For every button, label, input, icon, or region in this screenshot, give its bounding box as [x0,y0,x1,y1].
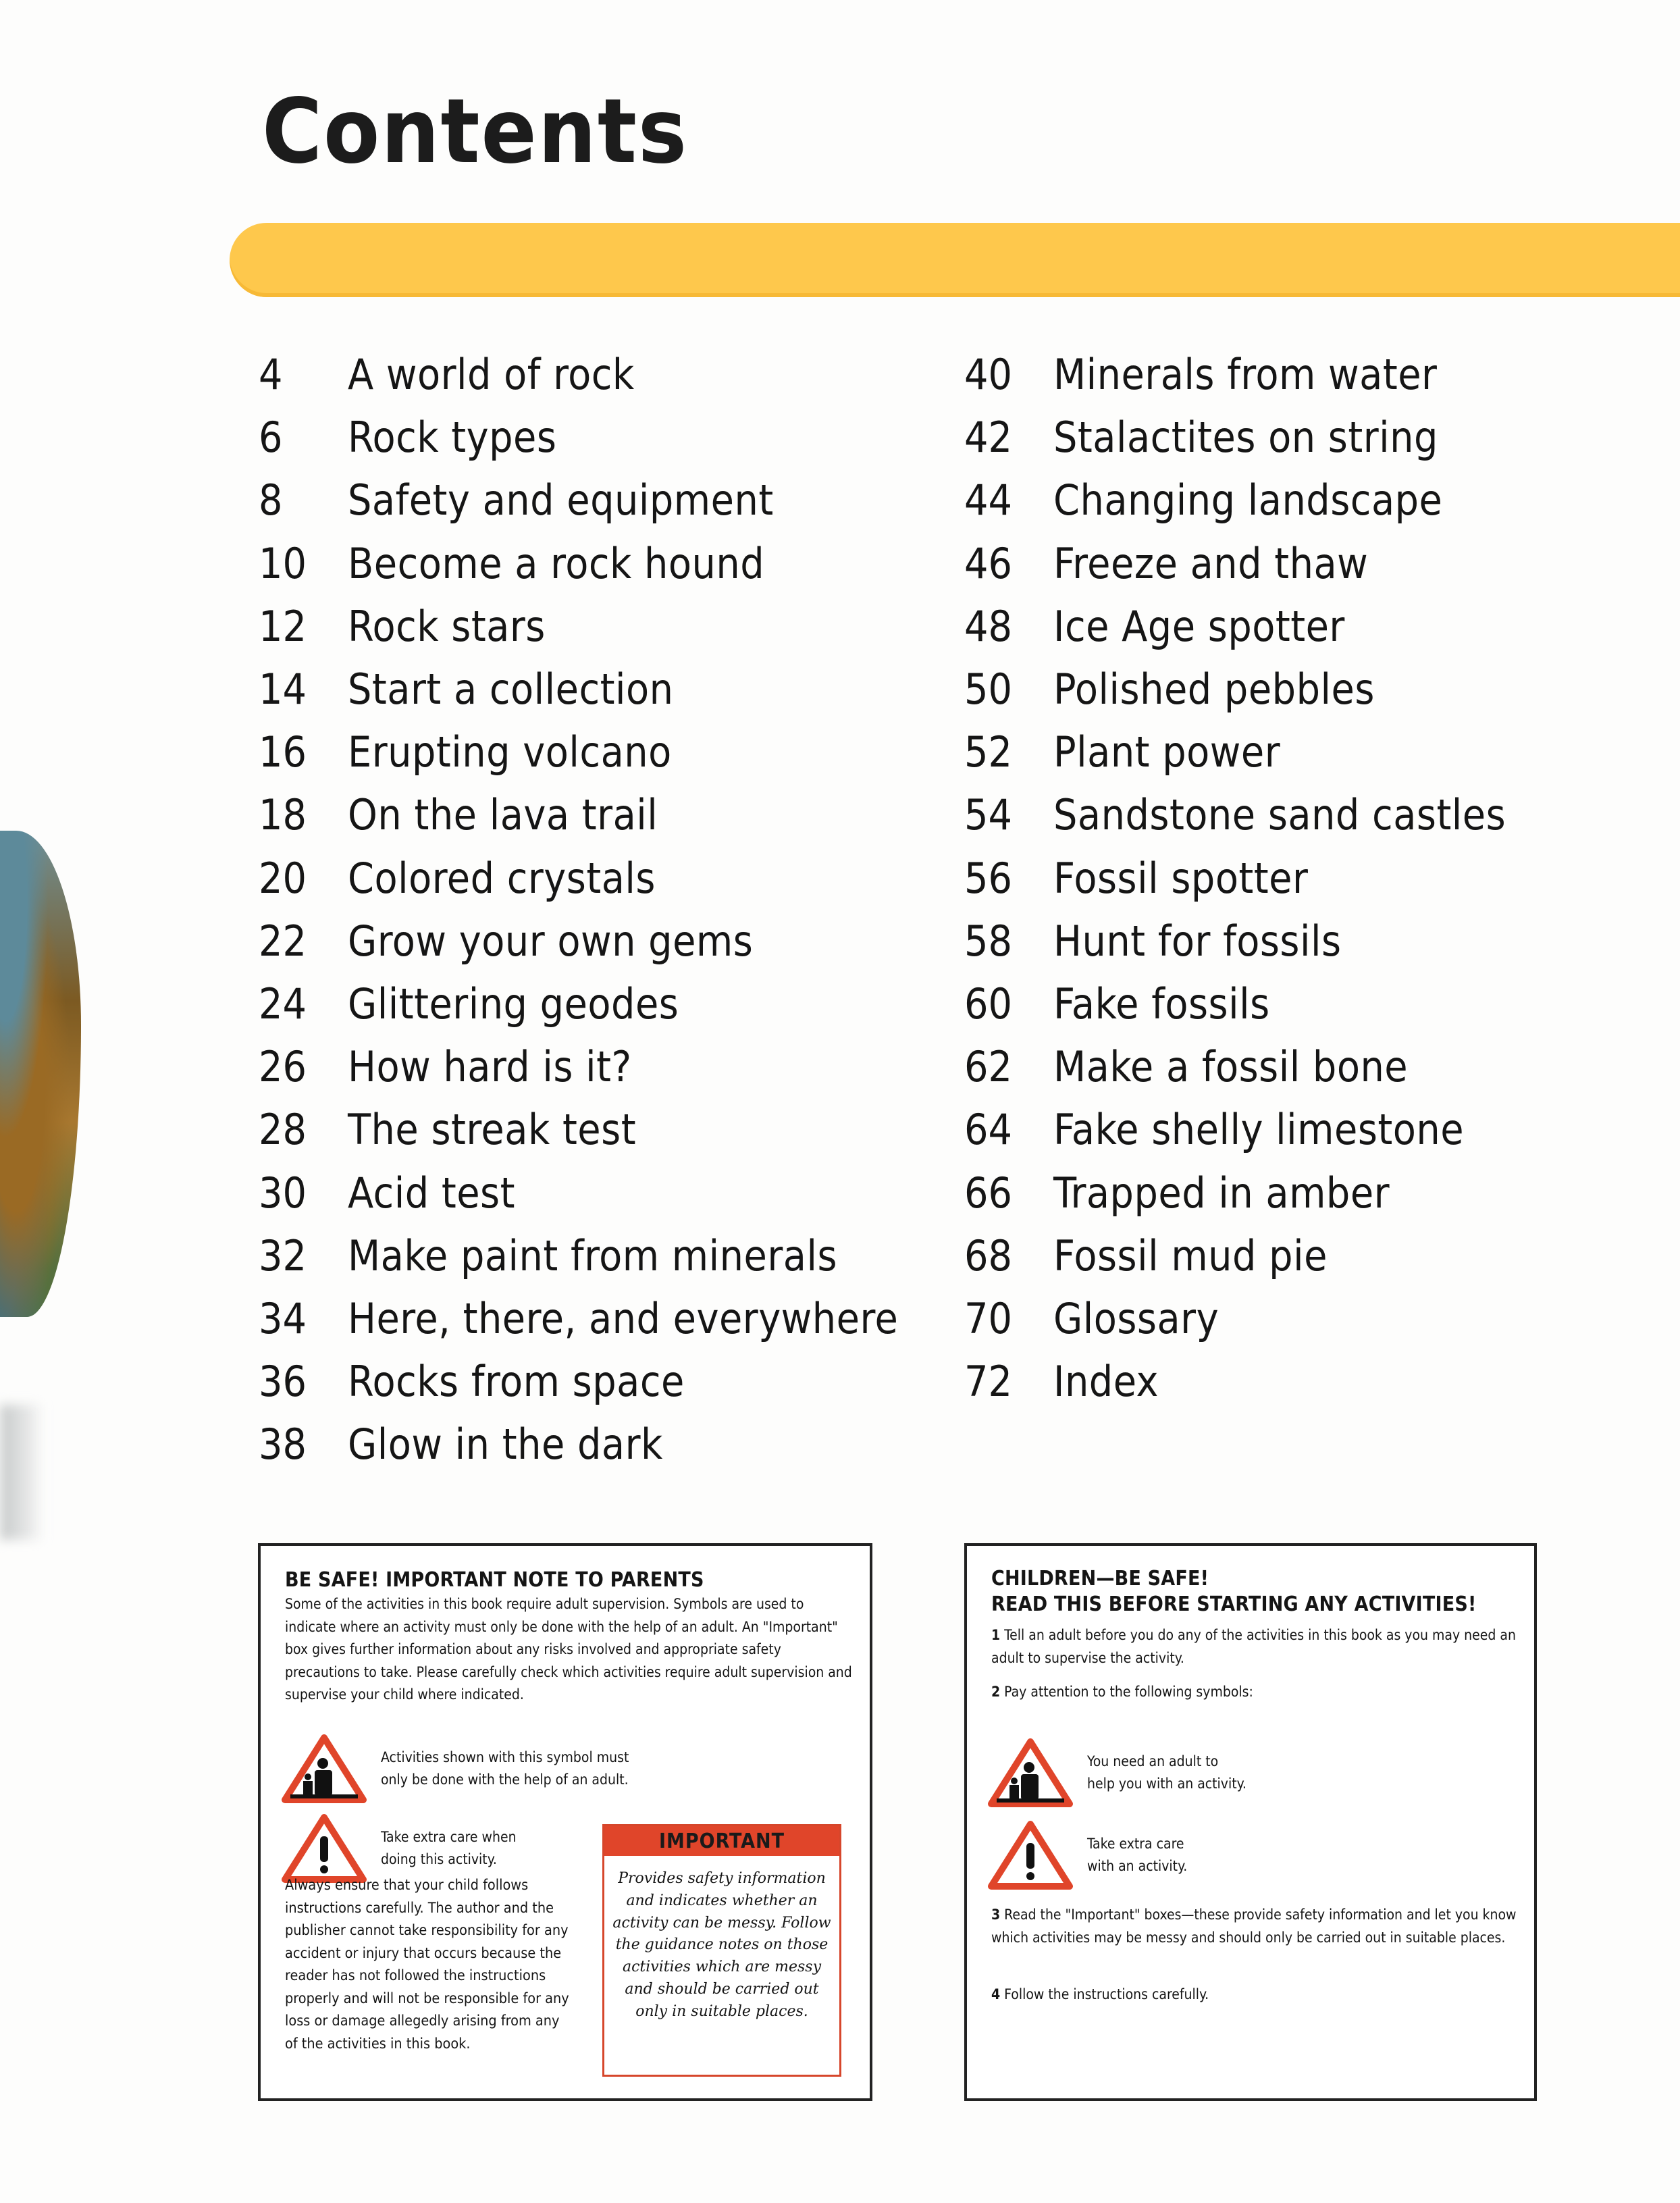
toc-page-number: 20 [259,853,307,903]
toc-page-number: 14 [259,665,307,715]
toc-entry-title: Fake fossils [1053,979,1270,1029]
toc-page-number: 72 [964,1357,1012,1407]
toc-entry[interactable] [964,469,1506,532]
toc-page-number: 56 [964,853,1012,903]
toc-entry[interactable] [964,1287,1506,1350]
toc-entry[interactable] [259,1413,898,1476]
item-text: Pay attention to the following symbols: [1004,1684,1253,1700]
item-text: Follow the instructions carefully. [1004,1986,1209,2002]
toc-entry-title: Rock stars [348,601,546,651]
toc-entry-title: Acid test [348,1168,515,1218]
toc-page-number: 24 [259,979,307,1029]
toc-entry[interactable] [259,847,898,910]
toc-page-number: 32 [259,1230,307,1280]
toc-entry[interactable] [259,910,898,973]
toc-page-number: 64 [964,1105,1012,1155]
toc-entry[interactable] [964,406,1506,469]
toc-entry[interactable] [259,595,898,658]
adult-supervision-warning-icon [987,1738,1074,1808]
toc-page-number: 6 [259,413,283,463]
toc-left-column [259,343,898,1476]
toc-entry[interactable] [259,1350,898,1413]
item-text: Tell an adult before you do any of the activities in this book as you may need an adult to supervise the activity. [991,1627,1516,1666]
caution-symbol-text-2: doing this activity. [381,1851,497,1867]
children-heading-line-2: READ THIS BEFORE STARTING ANY ACTIVITIES! [991,1592,1477,1616]
toc-page-number: 54 [964,790,1012,840]
toc-entry[interactable] [964,1350,1506,1413]
caution-symbol-text-1: Take extra care when [381,1829,517,1845]
toc-entry[interactable] [964,783,1506,846]
toc-entry[interactable] [964,973,1506,1035]
toc-entry[interactable] [259,1224,898,1287]
children-caution-text-2: with an activity. [1087,1858,1188,1874]
toc-entry-title: Start a collection [348,665,674,715]
toc-entry[interactable] [259,1098,898,1161]
toc-entry[interactable] [964,532,1506,595]
toc-entry-title: Minerals from water [1053,350,1438,400]
caution-exclamation-icon [987,1820,1074,1890]
toc-page-number: 42 [964,413,1012,463]
parents-intro-text: Some of the activities in this book require adult supervision. Symbols are used to indicate where an activity must only be done with the help of an adult. An "Important" box gives further information about any risks involved and appropriate safety precautions to take. Please carefully check which activities require adult supervision and supervise your child where indicated. [285,1596,852,1703]
toc-page-number: 68 [964,1230,1012,1280]
parents-safety-note-box [258,1543,872,2101]
toc-entry-title: Become a rock hound [348,538,765,588]
toc-entry-title: Fossil spotter [1053,853,1309,903]
toc-page-number: 28 [259,1105,307,1155]
toc-page-number: 38 [259,1420,307,1470]
toc-entry[interactable] [259,343,898,406]
adult-help-symbol-text-1: Activities shown with this symbol must [381,1749,629,1765]
toc-entry[interactable] [964,721,1506,783]
toc-entry-title: A world of rock [348,350,635,400]
toc-page-number: 44 [964,475,1012,525]
toc-entry[interactable] [964,1098,1506,1161]
toc-entry-title: Glow in the dark [348,1420,663,1470]
toc-page-number: 62 [964,1042,1012,1092]
children-item-1 [991,1624,1518,1669]
toc-entry-title: Make paint from minerals [348,1230,837,1280]
item-number: 1 [991,1627,1001,1643]
parents-heading: BE SAFE! IMPORTANT NOTE TO PARENTS [285,1568,704,1592]
toc-entry-title: Freeze and thaw [1053,538,1369,588]
toc-page-number: 66 [964,1168,1012,1218]
toc-entry-title: Stalactites on string [1053,413,1438,463]
rock-shadow-photo [0,1405,41,1540]
children-adult-help-text-2: help you with an activity. [1087,1776,1246,1792]
toc-entry[interactable] [259,721,898,783]
toc-entry-title: Rocks from space [348,1357,685,1407]
toc-entry[interactable] [259,973,898,1035]
toc-page-number: 18 [259,790,307,840]
toc-entry[interactable] [964,343,1506,406]
toc-page-number: 4 [259,350,283,400]
toc-entry-title: Colored crystals [348,853,656,903]
children-caution-symbol-row [987,1820,1187,1890]
toc-page-number: 58 [964,916,1012,966]
children-adult-help-symbol-row [987,1738,1246,1808]
important-box-example [602,1824,841,2077]
toc-entry[interactable] [964,1161,1506,1224]
toc-page-number: 48 [964,601,1012,651]
toc-page-number: 16 [259,727,307,777]
toc-entry-title: Polished pebbles [1053,665,1375,715]
adult-help-symbol-text-2: only be done with the help of an adult. [381,1771,629,1788]
toc-entry-title: Index [1053,1357,1159,1407]
toc-entry[interactable] [964,910,1506,973]
toc-entry-title: Safety and equipment [348,475,774,525]
toc-entry-title: Glossary [1053,1293,1219,1343]
children-item-3 [991,1904,1518,1949]
caution-symbol-row [281,1813,517,1884]
toc-entry-title: Fossil mud pie [1053,1230,1328,1280]
toc-entry[interactable] [259,469,898,532]
toc-page-number: 40 [964,350,1012,400]
toc-entry[interactable] [964,847,1506,910]
toc-entry[interactable] [964,1035,1506,1098]
toc-entry[interactable] [964,658,1506,721]
children-caution-text-1: Take extra care [1087,1836,1184,1852]
toc-entry-title: Make a fossil bone [1053,1042,1409,1092]
adult-supervision-warning-icon [281,1734,367,1804]
adult-help-symbol-row [281,1734,629,1804]
toc-entry-title: How hard is it? [348,1042,632,1092]
children-heading [991,1566,1477,1617]
toc-entry[interactable] [259,783,898,846]
mineral-rock-photo [0,831,81,1317]
toc-page-number: 60 [964,979,1012,1029]
toc-entry[interactable] [964,1224,1506,1287]
item-number: 2 [991,1684,1001,1700]
toc-entry-title: Changing landscape [1053,475,1443,525]
toc-page-number: 12 [259,601,307,651]
toc-right-column [964,343,1506,1413]
toc-entry[interactable] [259,658,898,721]
toc-page-number: 34 [259,1293,307,1343]
toc-entry[interactable] [259,532,898,595]
toc-page-number: 26 [259,1042,307,1092]
toc-entry-title: Here, there, and everywhere [348,1293,899,1343]
toc-page-number: 30 [259,1168,307,1218]
toc-entry-title: Rock types [348,413,557,463]
page-title: Contents [262,80,688,184]
item-text: Read the "Important" boxes—these provide safety information and let you know which activities may be messy and should only be carried out in suitable places. [991,1907,1517,1946]
caution-exclamation-icon [281,1813,367,1884]
important-text: Provides safety information and indicates whether an activity can be messy. Follow the guidance notes on those activities which are messy and should be carried out only in suitable places. [612,1870,831,2020]
children-item-4 [991,1984,1518,2006]
yellow-header-bar [230,223,1680,297]
toc-page-number: 50 [964,665,1012,715]
toc-entry-title: Glittering geodes [348,979,679,1029]
toc-page-number: 46 [964,538,1012,588]
toc-entry[interactable] [259,1161,898,1224]
children-item-2 [991,1681,1518,1704]
toc-page-number: 70 [964,1293,1012,1343]
toc-entry-title: Plant power [1053,727,1281,777]
toc-entry-title: Hunt for fossils [1053,916,1342,966]
toc-page-number: 8 [259,475,283,525]
important-label: IMPORTANT [604,1826,839,1856]
children-heading-line-1: CHILDREN—BE SAFE! [991,1567,1209,1590]
toc-entry-title: Erupting volcano [348,727,672,777]
toc-page-number: 22 [259,916,307,966]
children-adult-help-text-1: You need an adult to [1087,1753,1219,1769]
toc-entry-title: Trapped in amber [1053,1168,1390,1218]
children-safety-box [964,1543,1537,2101]
toc-entry[interactable] [259,406,898,469]
parents-disclaimer-text: Always ensure that your child follows instructions carefully. The author and the publisher cannot take responsibility for any accident or injury that occurs because the reader has not followed the instructions properly and will not be responsible for any loss or damage allegedly arising from any of the activities in this book. [285,1877,569,2052]
toc-entry[interactable] [964,595,1506,658]
toc-page-number: 52 [964,727,1012,777]
toc-entry-title: The streak test [348,1105,637,1155]
toc-entry-title: Fake shelly limestone [1053,1105,1465,1155]
toc-entry-title: Grow your own gems [348,916,754,966]
toc-page-number: 36 [259,1357,307,1407]
toc-entry[interactable] [259,1287,898,1350]
toc-entry-title: Sandstone sand castles [1053,790,1506,840]
item-number: 4 [991,1986,1001,2002]
toc-entry-title: On the lava trail [348,790,658,840]
toc-page-number: 10 [259,538,307,588]
toc-entry[interactable] [259,1035,898,1098]
item-number: 3 [991,1907,1001,1923]
toc-entry-title: Ice Age spotter [1053,601,1345,651]
